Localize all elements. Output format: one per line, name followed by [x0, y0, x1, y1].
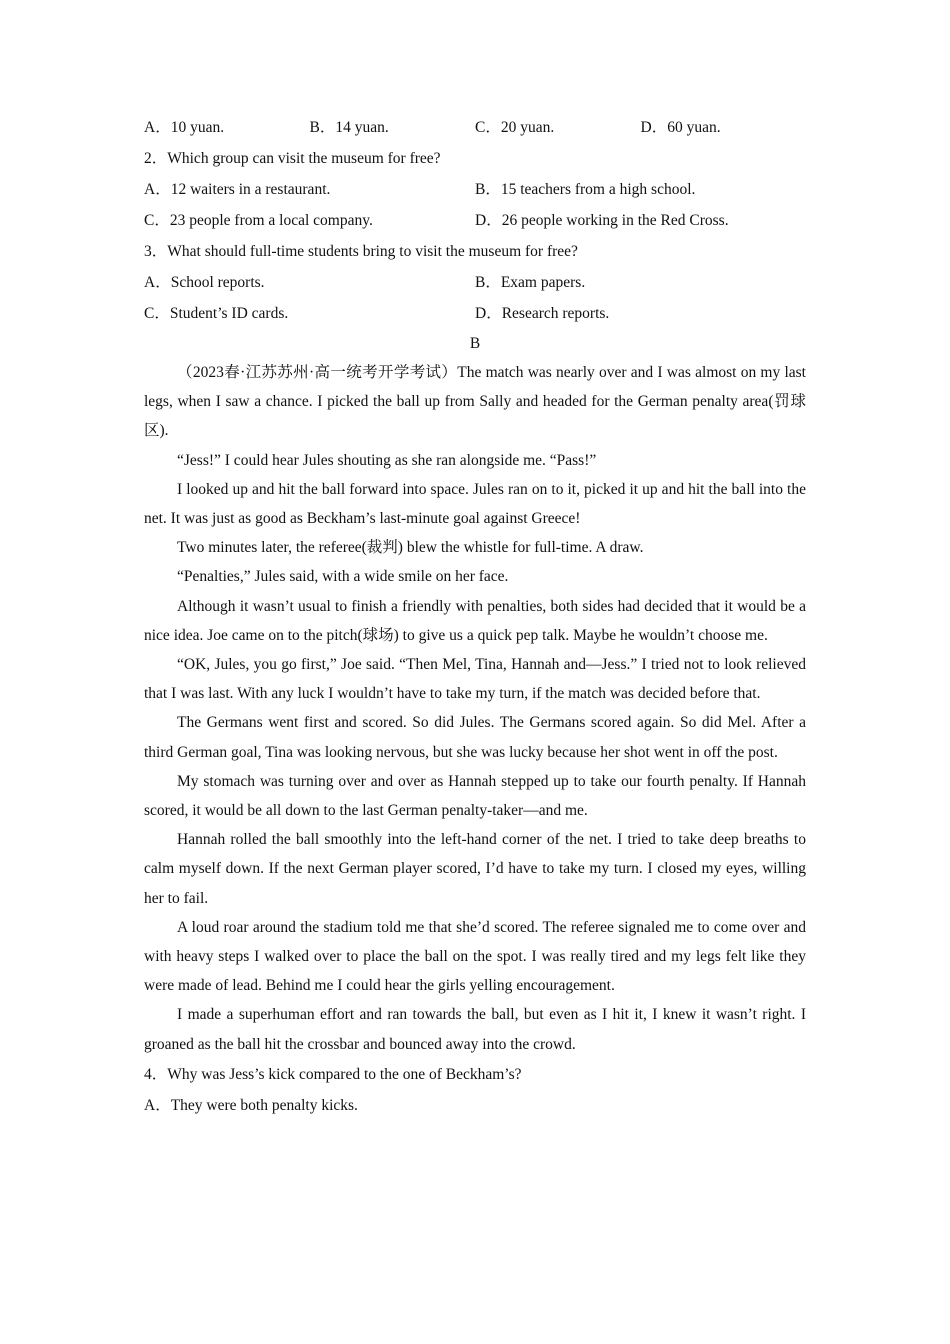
- passage-paragraph: I looked up and hit the ball forward into space. Jules ran on to it, picked it up and hit the ball into the net. It was just as good as Beckham’s last-minute goal against Greece!: [144, 480, 806, 528]
- passage-paragraph: Hannah rolled the ball smoothly into the left-hand corner of the net. I tried to take deep breaths to calm myself down. If the next German player scored, I’d have to take my turn. I closed my eyes, willing her to fail.: [144, 831, 806, 907]
- option-b: B．14 yuan.: [309, 119, 389, 136]
- option-d: D．26 people working in the Red Cross.: [475, 212, 729, 229]
- option-c: C．Student’s ID cards.: [144, 305, 289, 322]
- q3-options-row-1: [144, 267, 806, 298]
- passage-paragraph: “Penalties,” Jules said, with a wide smile on her face.: [177, 568, 509, 586]
- passage-paragraph: Two minutes later, the referee(裁判) blew the whistle for full-time. A draw.: [177, 539, 644, 557]
- q3-options-row-2: [144, 298, 806, 329]
- q2-options-row-1: [144, 174, 806, 205]
- passage-paragraph: I made a superhuman effort and ran towards the ball, but even as I hit it, I knew it wasn’t right. I groaned as the ball hit the crossbar and bounced away into the crowd.: [144, 1006, 806, 1053]
- q2-options-row-2: [144, 205, 806, 236]
- option-a: A．12 waiters in a restaurant.: [144, 181, 331, 198]
- option-d: D．Research reports.: [475, 305, 610, 322]
- passage-paragraph: The Germans went first and scored. So did Jules. The Germans scored again. So did Mel. After a third German goal, Tina was looking nervous, but she was lucky because her shot went in off the post.: [144, 714, 806, 761]
- passage-paragraph: “OK, Jules, you go first,” Joe said. “Then Mel, Tina, Hannah and—Jess.” I tried not to look relieved that I was last. With any luck I wouldn’t have to take my turn, if the match was decided before that.: [144, 656, 806, 703]
- passage-paragraph: A loud roar around the stadium told me that she’d scored. The referee signaled me to come over and with heavy steps I walked over to place the ball on the spot. I was really tired and my legs felt like they were made of lead. Behind me I could hear the girls yelling encouragement.: [144, 918, 806, 995]
- option-c: C．23 people from a local company.: [144, 212, 373, 229]
- option-d: D．60 yuan.: [640, 119, 721, 136]
- option-a: A．10 yuan.: [144, 119, 225, 136]
- option-b: B．Exam papers.: [475, 274, 586, 291]
- option-a: A．School reports.: [144, 274, 265, 291]
- section-label: B: [469, 335, 481, 352]
- question-4: 4．Why was Jess’s kick compared to the one of Beckham’s?: [144, 1065, 522, 1083]
- passage-paragraph: （2023春·江苏苏州·高一统考开学考试）The match was nearly over and I was almost on my last legs, when I saw a chance. I picked the ball up from Sally and headed for the German penalty area(罚球区).: [144, 364, 806, 440]
- option-b: B．15 teachers from a high school.: [475, 181, 696, 198]
- passage-paragraph: My stomach was turning over and over as Hannah stepped up to take our fourth penalty. If Hannah scored, it would be all down to the last German penalty-taker—and me.: [144, 772, 806, 820]
- option-a: A．They were both penalty kicks.: [144, 1096, 358, 1114]
- question-3: 3．What should full-time students bring to visit the museum for free?: [144, 243, 578, 260]
- option-c: C．20 yuan.: [475, 119, 555, 136]
- question-2: 2．Which group can visit the museum for free?: [144, 150, 441, 167]
- document-page: [144, 112, 806, 1121]
- passage-paragraph: Although it wasn’t usual to finish a friendly with penalties, both sides had decided that it would be a nice idea. Joe came on to the pitch(球场) to give us a quick pep talk. Maybe he wouldn’t choose me.: [144, 597, 806, 644]
- passage-paragraph: “Jess!” I could hear Jules shouting as she ran alongside me. “Pass!”: [177, 451, 597, 469]
- q1-options: [144, 112, 806, 143]
